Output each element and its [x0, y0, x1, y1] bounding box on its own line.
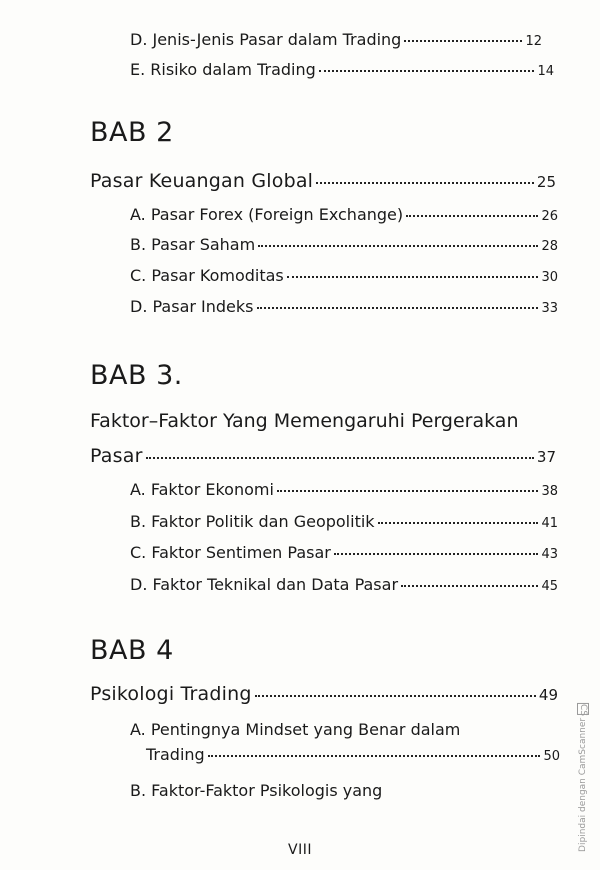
dot-leader [378, 522, 539, 524]
dot-leader [208, 755, 541, 757]
toc-entry-page: 43 [541, 547, 558, 562]
toc-entry-page: 33 [541, 301, 558, 316]
watermark-text: Dipindai dengan CamScanner [578, 717, 588, 852]
toc-chapter-label: Pasar Keuangan Global [90, 170, 314, 192]
toc-entry-page: 28 [541, 239, 558, 254]
toc-entry-page: 50 [543, 749, 560, 764]
toc-entry [130, 297, 558, 316]
toc-entry [130, 266, 558, 285]
dot-leader [401, 585, 538, 587]
page-number: VIII [288, 842, 312, 858]
dot-leader [258, 245, 538, 247]
dot-leader [255, 695, 536, 697]
toc-entry-label: B. Pasar Saham [130, 235, 256, 254]
dot-leader [404, 40, 522, 42]
toc-entry [130, 512, 558, 531]
scanner-watermark [573, 700, 593, 860]
toc-entry-page: 38 [541, 484, 558, 499]
toc-entry-label: B. Faktor Politik dan Geopolitik [130, 512, 375, 531]
toc-entry-page: 12 [525, 34, 542, 49]
toc-entry-label: C. Faktor Sentimen Pasar [130, 543, 331, 562]
toc-entry-label-line1: A. Pentingnya Mindset yang Benar dalam [130, 720, 461, 739]
toc-entry-page: 30 [541, 270, 558, 285]
chapter-heading: BAB 3. [90, 360, 183, 391]
toc-chapter-label-line1: Faktor–Faktor Yang Memengaruhi Pergerakan [90, 410, 519, 432]
chapter-heading: BAB 2 [90, 117, 174, 148]
toc-entry [130, 60, 554, 79]
toc-entry-label: Trading [146, 745, 205, 764]
toc-chapter-label: Psikologi Trading [90, 683, 252, 705]
toc-entry-label: D. Jenis-Jenis Pasar dalam Trading [130, 30, 402, 49]
toc-entry-label: B. Faktor-Faktor Psikologis yang [130, 781, 383, 800]
toc-chapter-page: 49 [538, 686, 558, 704]
toc-entry [146, 745, 560, 764]
toc-chapter-entry [90, 683, 558, 705]
dot-leader [257, 307, 539, 309]
toc-entry-label: E. Risiko dalam Trading [130, 60, 316, 79]
dot-leader [406, 215, 538, 217]
toc-entry [130, 575, 558, 594]
toc-chapter-label: Pasar [90, 445, 143, 467]
toc-entry-label: A. Pasar Forex (Foreign Exchange) [130, 205, 404, 224]
toc-chapter-entry [90, 445, 556, 467]
toc-entry [130, 543, 558, 562]
dot-leader [277, 490, 539, 492]
toc-chapter-entry [90, 170, 556, 192]
toc-entry-page: 26 [541, 209, 558, 224]
dot-leader [319, 70, 535, 72]
camscanner-logo-icon: CS [578, 704, 588, 716]
dot-leader [334, 553, 539, 555]
chapter-heading: BAB 4 [90, 635, 174, 666]
toc-entry [130, 30, 542, 49]
dot-leader [146, 457, 534, 459]
toc-chapter-page: 37 [536, 448, 556, 466]
toc-entry [130, 480, 558, 499]
toc-entry-label: D. Faktor Teknikal dan Data Pasar [130, 575, 399, 594]
toc-entry-label: C. Pasar Komoditas [130, 266, 284, 285]
toc-entry [130, 205, 558, 224]
toc-entry-page: 41 [541, 516, 558, 531]
toc-entry-page: 14 [537, 64, 554, 79]
dot-leader [316, 182, 534, 184]
dot-leader [287, 276, 539, 278]
toc-entry-page: 45 [541, 579, 558, 594]
toc-entry-label: A. Faktor Ekonomi [130, 480, 274, 499]
toc-chapter-page: 25 [536, 173, 556, 191]
toc-entry [130, 235, 558, 254]
toc-entry-label: D. Pasar Indeks [130, 297, 254, 316]
